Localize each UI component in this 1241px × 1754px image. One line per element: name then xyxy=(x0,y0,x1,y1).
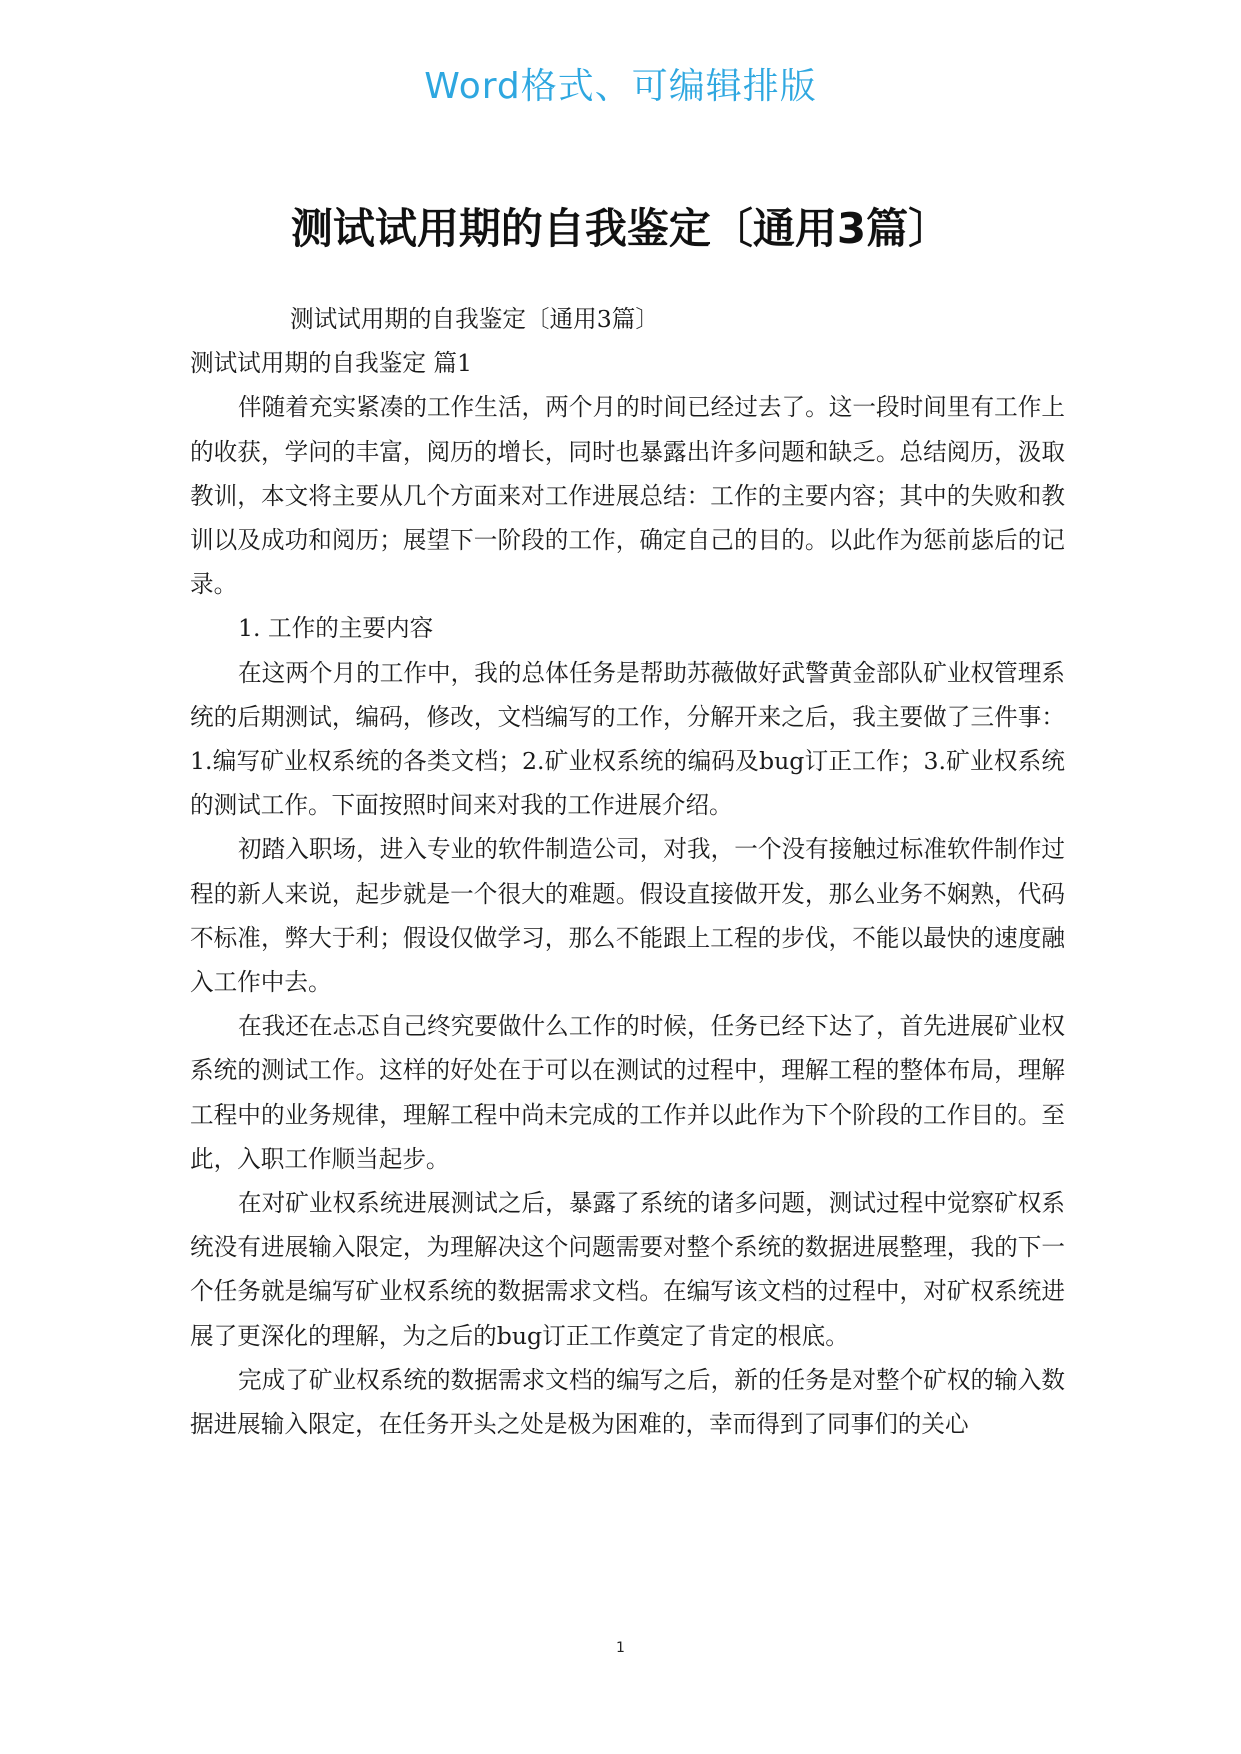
paragraph: 伴随着充实紧凑的工作生活，两个月的时间已经过去了。这一段时间里有工作上的收获，学问的丰富，阅历的增长，同时也暴露出许多问题和缺乏。总结阅历，汲取教训，本文将主要从几个方面来对工作进展总结：工作的主要内容；其中的失败和教训以及成功和阅历；展望下一阶段的工作，确定自己的目的。以此作为惩前毖后的记录。 xyxy=(190,393,1065,599)
section-heading: 测试试用期的自我鉴定 篇1 xyxy=(190,349,473,378)
paragraph: 完成了矿业权系统的数据需求文档的编写之后，新的任务是对整个矿权的输入数据进展输入限定，在任务开头之处是极为困难的，幸而得到了同事们的关心 xyxy=(190,1365,1065,1439)
document-body xyxy=(190,297,1065,1446)
page-number: 1 xyxy=(616,1640,625,1656)
document-title: 测试试用期的自我鉴定〔通用3篇〕 xyxy=(290,204,951,253)
paragraph: 在这两个月的工作中，我的总体任务是帮助苏薇做好武警黄金部队矿业权管理系统的后期测试，编码，修改，文档编写的工作，分解开来之后，我主要做了三件事：1.编写矿业权系统的各类文档；2.矿业权系统的编码及bug订正工作；3.矿业权系统的测试工作。下面按照时间来对我的工作进展介绍。 xyxy=(190,658,1065,820)
format-banner: Word格式、可编辑排版 xyxy=(424,66,817,107)
paragraph: 在我还在忐忑自己终究要做什么工作的时候，任务已经下达了，首先进展矿业权系统的测试工作。这样的好处在于可以在测试的过程中，理解工程的整体布局，理解工程中的业务规律，理解工程中尚未完成的工作并以此作为下个阶段的工作目的。至此，入职工作顺当起步。 xyxy=(190,1012,1065,1173)
list-heading: 1. 工作的主要内容 xyxy=(238,614,434,643)
paragraph: 在对矿业权系统进展测试之后，暴露了系统的诸多问题，测试过程中觉察矿权系统没有进展输入限定，为理解决这个问题需要对整个系统的数据进展整理，我的下一个任务就是编写矿业权系统的数据需求文档。在编写该文档的过程中，对矿权系统进展了更深化的理解，为之后的bug订正工作奠定了肯定的根底。 xyxy=(190,1189,1065,1350)
document-subtitle: 测试试用期的自我鉴定〔通用3篇〕 xyxy=(290,305,659,333)
paragraph: 初踏入职场，进入专业的软件制造公司，对我，一个没有接触过标准软件制作过程的新人来说，起步就是一个很大的难题。假设直接做开发，那么业务不娴熟，代码不标准，弊大于利；假设仅做学习，那么不能跟上工程的步伐，不能以最快的速度融入工作中去。 xyxy=(190,835,1065,997)
